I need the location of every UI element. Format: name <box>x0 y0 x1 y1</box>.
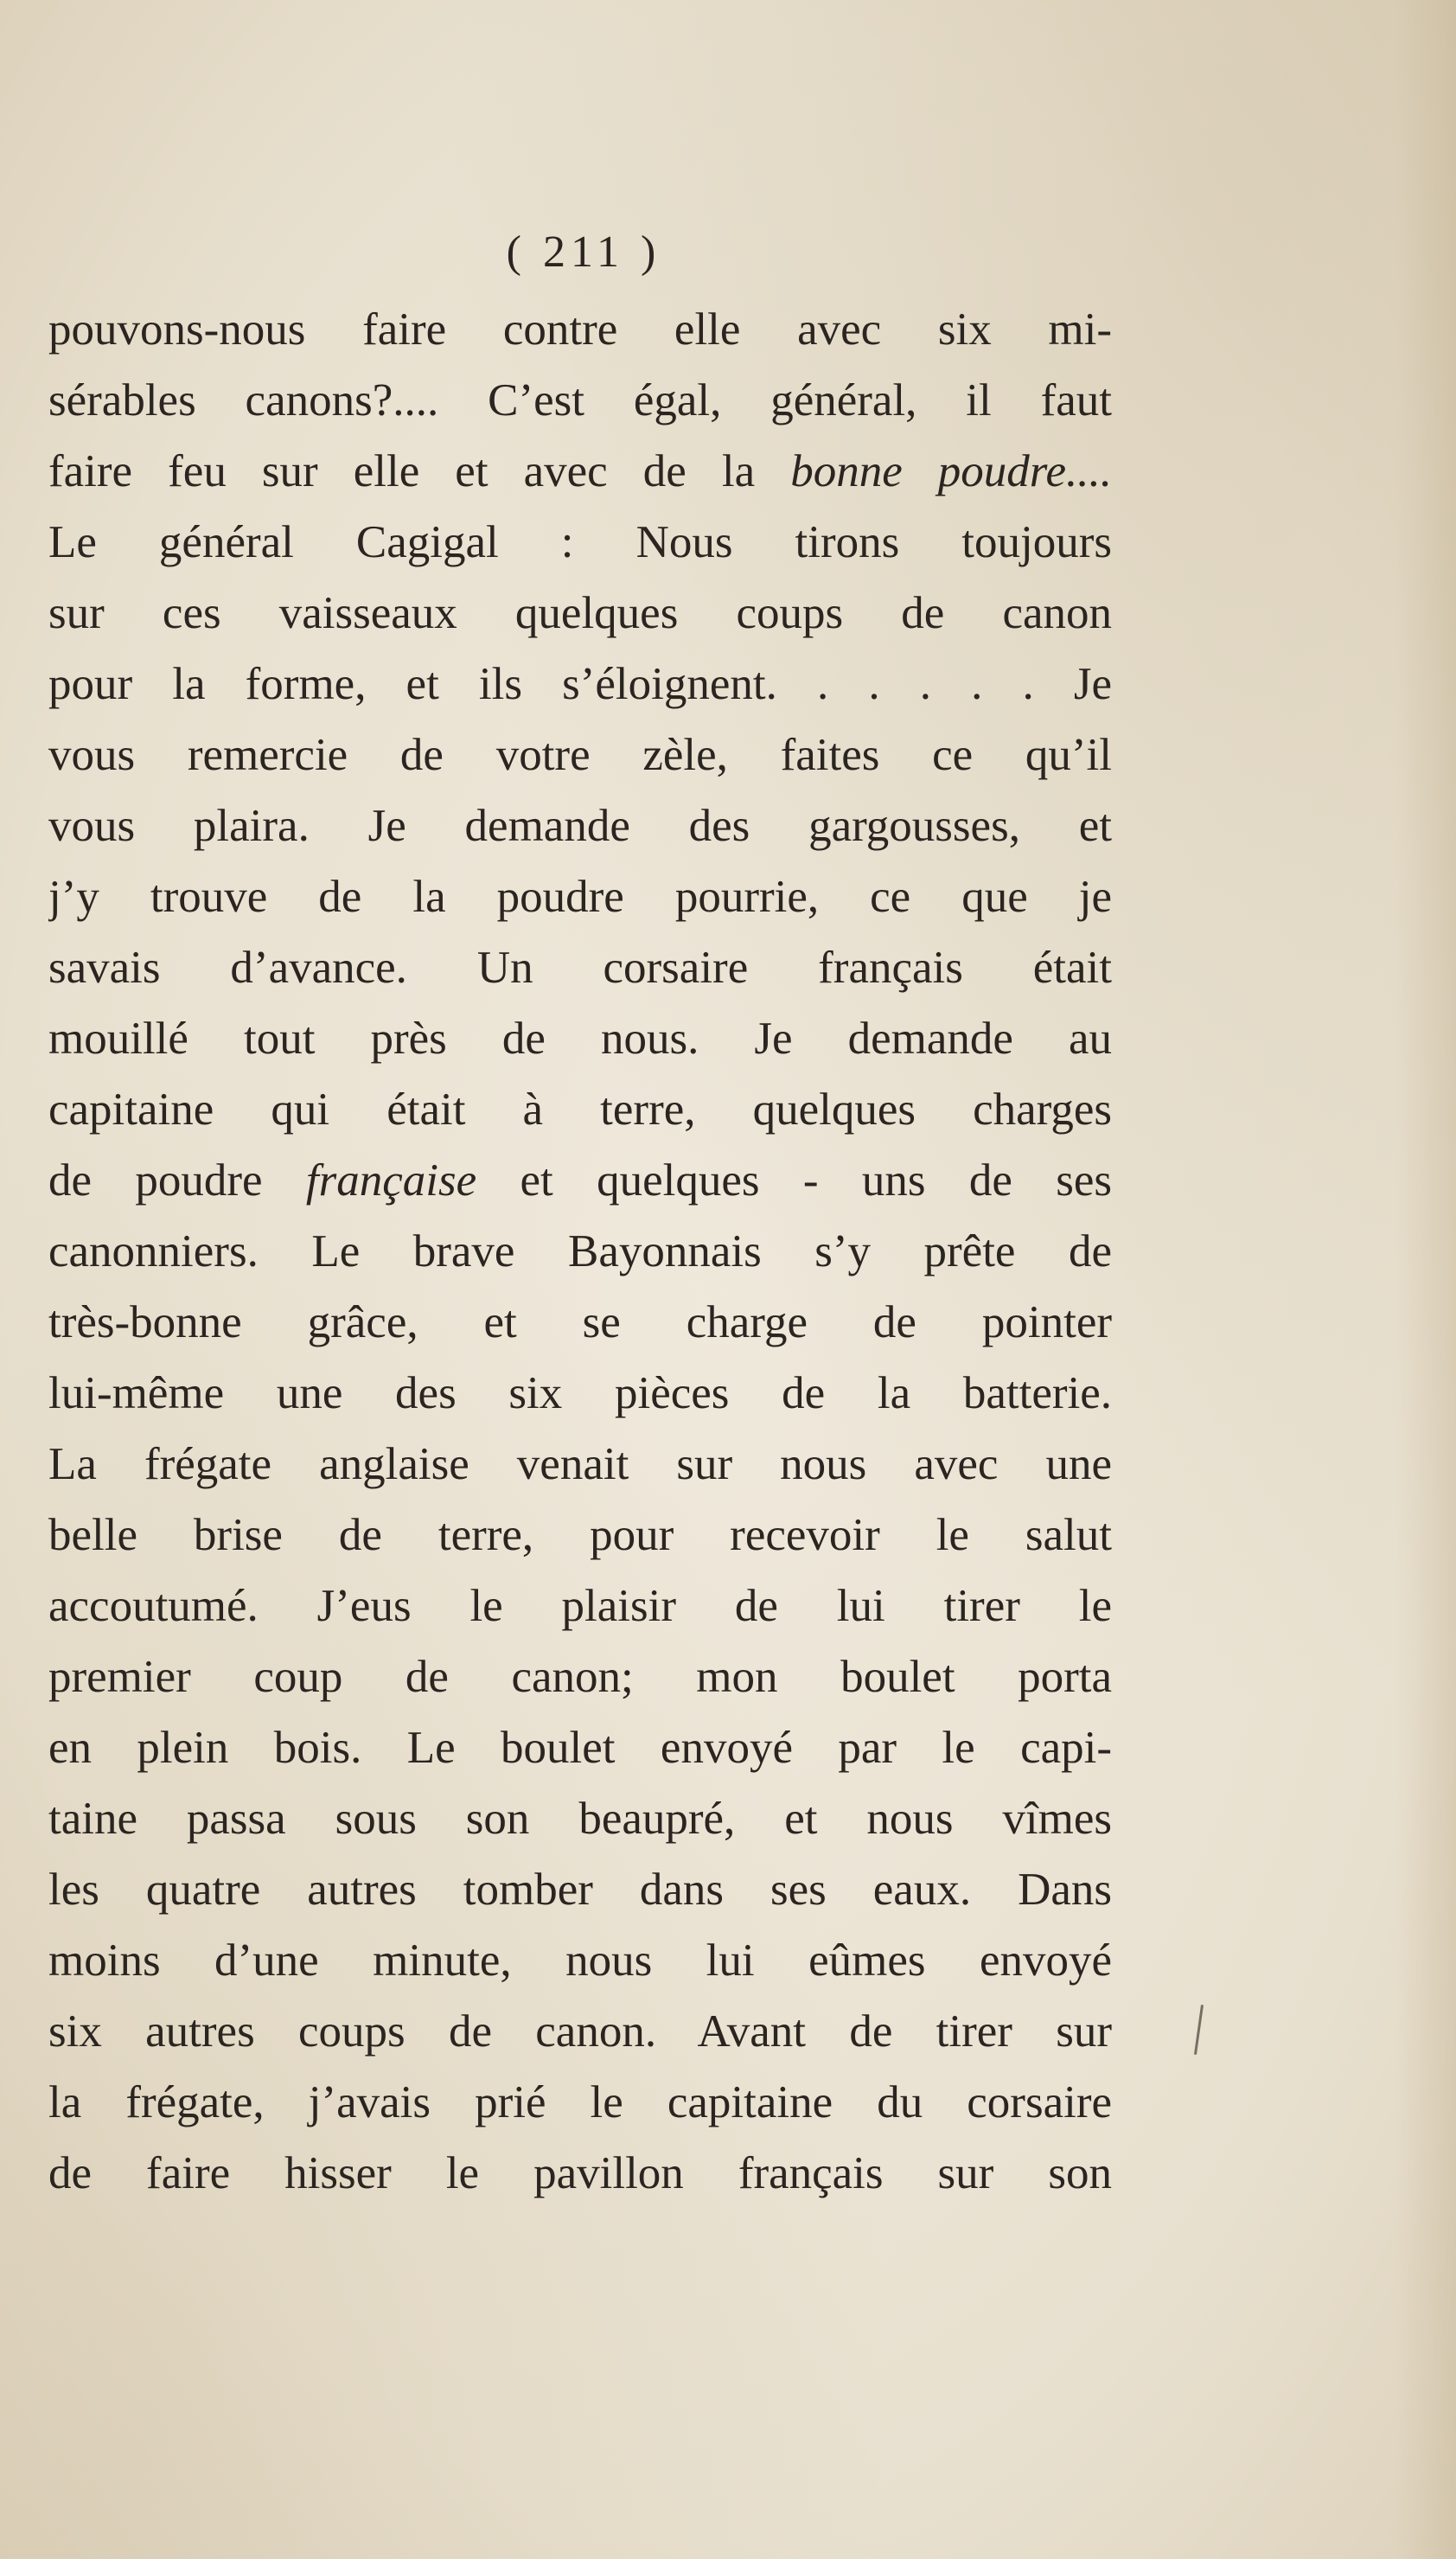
text-line: premier coup de canon; mon boulet porta <box>48 1652 1112 1702</box>
text-line: vous remercie de votre zèle, faites ce qu’il <box>48 730 1112 780</box>
text-line: de poudre française et quelques - uns de ses <box>48 1155 1112 1206</box>
text-line: la frégate, j’avais prié le capitaine du corsaire <box>48 2077 1112 2127</box>
margin-pencil-mark <box>1194 2005 1204 2055</box>
text-line: de faire hisser le pavillon français sur son <box>48 2148 1112 2198</box>
text-line: Le général Cagigal : Nous tirons toujours <box>48 517 1112 567</box>
text-line: j’y trouve de la poudre pourrie, ce que je <box>48 872 1112 922</box>
body-text <box>48 294 1112 2209</box>
text-line: savais d’avance. Un corsaire français était <box>48 943 1112 993</box>
text-line: canonniers. Le brave Bayonnais s’y prête de <box>48 1226 1112 1276</box>
text-line: sérables canons?.... C’est égal, général, il faut <box>48 375 1112 425</box>
text-line: six autres coups de canon. Avant de tirer sur <box>48 2006 1112 2057</box>
text-line: pour la forme, et ils s’éloignent. . . . . . Je <box>48 659 1112 709</box>
text-line: La frégate anglaise venait sur nous avec une <box>48 1439 1112 1489</box>
text-line: en plein bois. Le boulet envoyé par le capi- <box>48 1723 1112 1773</box>
text-line: moins d’une minute, nous lui eûmes envoyé <box>48 1935 1112 1986</box>
text-line: pouvons-nous faire contre elle avec six mi- <box>48 304 1112 355</box>
text-line: capitaine qui était à terre, quelques charges <box>48 1084 1112 1135</box>
text-line: très-bonne grâce, et se charge de pointer <box>48 1297 1112 1347</box>
page-number: ( 211 ) <box>506 227 661 277</box>
italic-phrase: bonne poudre.... <box>790 446 1112 496</box>
text-line: vous plaira. Je demande des gargousses, et <box>48 801 1112 851</box>
text-line: belle brise de terre, pour recevoir le salut <box>48 1510 1112 1560</box>
text-line: les quatre autres tomber dans ses eaux. Dans <box>48 1865 1112 1915</box>
text-line: mouillé tout près de nous. Je demande au <box>48 1014 1112 1064</box>
text-line: taine passa sous son beaupré, et nous vîmes <box>48 1794 1112 1844</box>
text-line: lui-même une des six pièces de la batterie. <box>48 1368 1112 1418</box>
text-line: faire feu sur elle et avec de la bonne poudre.... <box>48 446 1112 496</box>
text-line: accoutumé. J’eus le plaisir de lui tirer le <box>48 1581 1112 1631</box>
text-line: sur ces vaisseaux quelques coups de canon <box>48 588 1112 638</box>
italic-word: française <box>305 1155 477 1206</box>
